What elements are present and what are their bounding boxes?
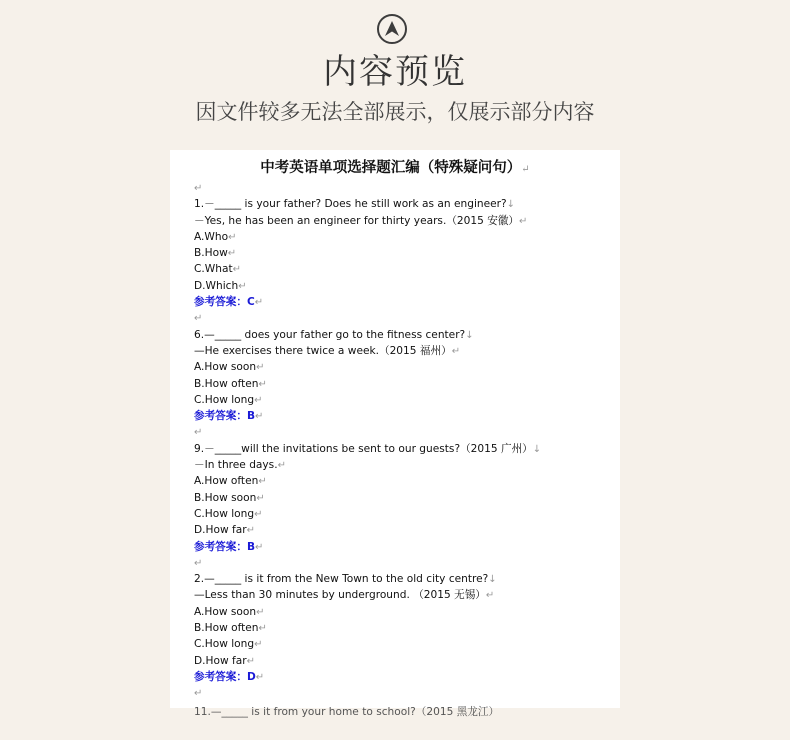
paragraph-mark: ↵ bbox=[227, 248, 237, 260]
line-text: C.How long bbox=[194, 507, 255, 520]
line-text: 9.－_____will the invitations be sent to our guests?（2015 广州） bbox=[194, 442, 533, 455]
document-preview bbox=[170, 150, 620, 718]
paragraph-mark: ↵ bbox=[232, 264, 241, 276]
paragraph-mark: ↓ bbox=[488, 574, 497, 586]
line-text: C.How long bbox=[194, 393, 255, 406]
paragraph-mark: ↵ bbox=[256, 606, 265, 618]
answer-line bbox=[194, 408, 614, 424]
line-text: D.Which bbox=[194, 279, 239, 292]
question-line bbox=[194, 587, 614, 603]
paragraph-mark: ↵ bbox=[258, 378, 267, 390]
option-line bbox=[194, 261, 614, 277]
option-line bbox=[194, 278, 614, 294]
option-line bbox=[194, 473, 614, 489]
paragraph-mark: ↵ bbox=[254, 508, 263, 520]
blank-line bbox=[194, 180, 614, 196]
question-line bbox=[194, 343, 614, 359]
answer-line bbox=[194, 294, 614, 310]
paragraph-mark: ↵ bbox=[246, 655, 255, 667]
line-text: －Yes, he has been an engineer for thirty years.（2015 安徽） bbox=[194, 214, 520, 227]
line-text: 参考答案：B bbox=[194, 540, 256, 553]
paragraph-mark: ↵ bbox=[254, 639, 263, 651]
paragraph-mark: ↵ bbox=[256, 362, 265, 374]
paragraph-mark: ↵ bbox=[255, 541, 264, 553]
option-line bbox=[194, 376, 614, 392]
line-text: D.How far bbox=[194, 654, 247, 667]
option-line bbox=[194, 229, 614, 245]
option-line bbox=[194, 392, 614, 408]
page-subtitle: 因文件较多无法全部展示，仅展示部分内容 bbox=[195, 100, 595, 124]
paragraph-mark: ↵ bbox=[451, 345, 461, 357]
line-text: B.How often bbox=[194, 377, 259, 390]
line-text: 11.—_____ is it from your home to school?（2015 黑龙江） bbox=[194, 705, 500, 718]
document-title: 中考英语单项选择题汇编（特殊疑问句）↵ bbox=[260, 159, 530, 176]
paragraph-mark: ↵ bbox=[256, 492, 265, 504]
line-text: C.How long bbox=[194, 638, 255, 651]
blank-line bbox=[194, 424, 614, 440]
line-text: D.How far bbox=[194, 524, 247, 537]
line-text: 2.—_____ is it from the New Town to the old city centre? bbox=[194, 573, 489, 586]
question-line bbox=[194, 457, 614, 473]
answer-line bbox=[194, 539, 614, 555]
paragraph-mark: ↵ bbox=[255, 671, 265, 683]
question-line bbox=[194, 196, 614, 212]
paragraph-mark: ↵ bbox=[228, 231, 237, 243]
option-line bbox=[194, 245, 614, 261]
option-line bbox=[194, 636, 614, 652]
question-line bbox=[194, 213, 614, 229]
line-text: 参考答案：B bbox=[194, 410, 256, 423]
answer-line bbox=[194, 669, 614, 685]
paragraph-mark: ↵ bbox=[258, 623, 267, 635]
paragraph-mark: ↵ bbox=[519, 215, 528, 227]
blank-line bbox=[194, 555, 614, 571]
paragraph-mark: ↵ bbox=[255, 411, 264, 423]
line-text: 6.—_____ does your father go to the fitness center? bbox=[194, 328, 466, 341]
line-text: A.How soon bbox=[194, 361, 257, 374]
line-text: A.Who bbox=[194, 230, 229, 243]
option-line bbox=[194, 490, 614, 506]
paragraph-mark: ↵ bbox=[254, 297, 264, 309]
document-body bbox=[194, 180, 614, 718]
option-line bbox=[194, 653, 614, 669]
line-text: 参考答案：C bbox=[194, 296, 255, 309]
line-text: 参考答案：D bbox=[194, 670, 256, 683]
paragraph-mark: ↓ bbox=[465, 329, 474, 341]
line-text: A.How often bbox=[194, 475, 259, 488]
paragraph-mark: ↓ bbox=[506, 199, 516, 211]
paragraph-mark: ↵ bbox=[194, 313, 203, 325]
page-title: 内容预览 bbox=[323, 52, 467, 92]
question-line bbox=[194, 702, 614, 718]
question-line bbox=[194, 327, 614, 343]
question-line bbox=[194, 571, 614, 587]
line-text: B.How soon bbox=[194, 491, 257, 504]
line-text: C.What bbox=[194, 263, 233, 276]
line-text: B.How bbox=[194, 247, 228, 260]
option-line bbox=[194, 620, 614, 636]
paragraph-mark: ↵ bbox=[194, 688, 203, 700]
paragraph-mark: ↵ bbox=[238, 280, 247, 292]
line-text: －In three days. bbox=[194, 459, 278, 472]
paragraph-mark: ↵ bbox=[277, 460, 286, 472]
paragraph-mark: ↵ bbox=[194, 427, 203, 439]
paragraph-mark: ↵ bbox=[194, 557, 203, 569]
option-line bbox=[194, 506, 614, 522]
option-line bbox=[194, 604, 614, 620]
line-text: —Less than 30 minutes by underground. （2015 无锡） bbox=[194, 589, 486, 602]
paragraph-mark: ↵ bbox=[194, 183, 203, 194]
paragraph-mark: ↵ bbox=[246, 525, 255, 537]
paragraph-mark: ↓ bbox=[532, 443, 542, 455]
line-text: A.How soon bbox=[194, 605, 257, 618]
question-line bbox=[194, 441, 614, 457]
line-text: B.How often bbox=[194, 622, 259, 635]
paragraph-mark: ↵ bbox=[258, 476, 267, 488]
line-text: —He exercises there twice a week.（2015 福州） bbox=[194, 344, 452, 357]
paragraph-mark: ↵ bbox=[485, 590, 495, 602]
blank-line bbox=[194, 685, 614, 701]
paragraph-mark: ↵ bbox=[254, 394, 263, 406]
option-line bbox=[194, 522, 614, 538]
option-line bbox=[194, 359, 614, 375]
blank-line bbox=[194, 310, 614, 326]
line-text: 1.－_____ is your father? Does he still work as an engineer? bbox=[194, 198, 507, 211]
arrow-up-circle-icon bbox=[377, 14, 407, 44]
